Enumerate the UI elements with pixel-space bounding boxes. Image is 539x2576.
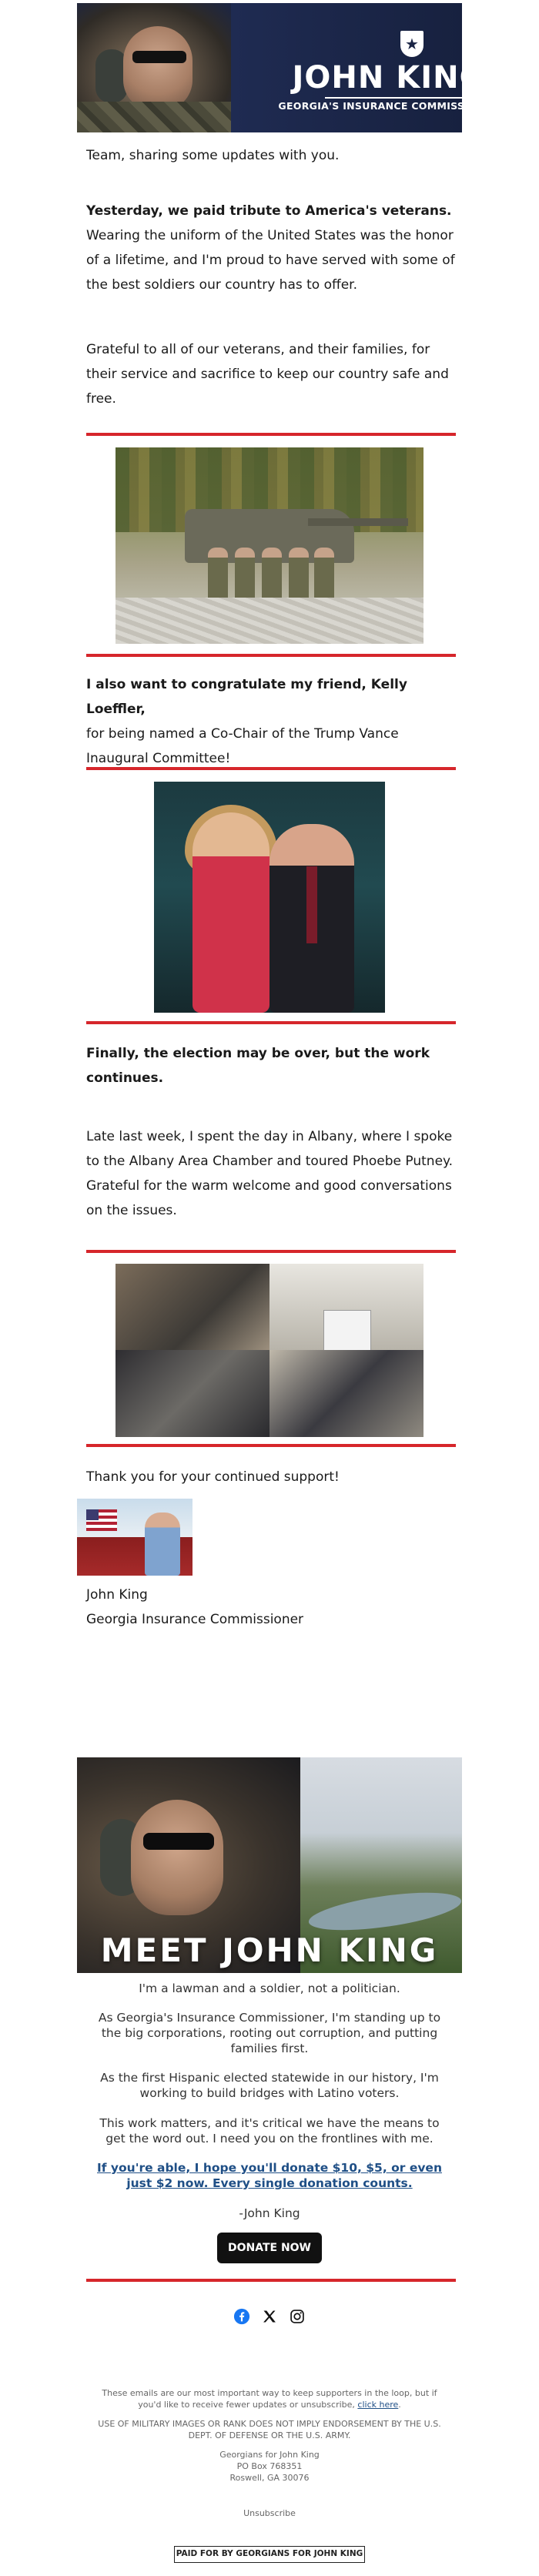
footer-note bbox=[91, 2387, 448, 2410]
mailing-address bbox=[91, 2449, 448, 2484]
tie-shape bbox=[306, 866, 317, 943]
veterans-tank-photo bbox=[116, 447, 424, 644]
banner-name: JOHN KING bbox=[292, 60, 486, 95]
meet-paragraph-2: As Georgia's Insurance Commissioner, I'm standing up to the big corporations, rooting out corruption, and putting families first. bbox=[98, 2011, 441, 2055]
camo-uniform-shape bbox=[77, 102, 231, 132]
gravel-ground-shape bbox=[116, 598, 424, 644]
footer-note-text: These emails are our most important way to keep supporters in the loop, but if you'd like to receive fewer updates or unsubscribe, bbox=[102, 2388, 437, 2410]
divider-rule bbox=[86, 433, 456, 436]
donate-appeal-link[interactable]: If you're able, I hope you'll donate $10, $5, or even just $2 now. Every single donation counts. bbox=[97, 2161, 442, 2190]
meet-paragraph-1: I'm a lawman and a soldier, not a politician. bbox=[139, 1981, 400, 1995]
meet-paragraph-4: This work matters, and it's critical we have the means to get the word out. I need you on the frontlines with me. bbox=[99, 2116, 440, 2146]
thanks-text: Thank you for your continued support! bbox=[86, 1469, 340, 1485]
veterans-section bbox=[86, 199, 456, 297]
banner-subtitle: GEORGIA'S INSURANCE COMMISSIONER bbox=[278, 100, 500, 112]
header-banner bbox=[77, 3, 500, 132]
address-org: Georgians for John King bbox=[219, 2450, 320, 2460]
signature-name: John King bbox=[86, 1587, 148, 1603]
collage-cell bbox=[270, 1350, 424, 1437]
signoff-text: -John King bbox=[239, 2206, 300, 2220]
kelly-loeffler-photo bbox=[154, 782, 385, 1013]
albany-collage-photo bbox=[116, 1264, 424, 1437]
american-flag-shape bbox=[86, 1509, 117, 1531]
veterans-heading: Yesterday, we paid tribute to America's veterans. bbox=[86, 203, 452, 219]
facebook-icon-glyph bbox=[233, 2308, 250, 2325]
address-city: Roswell, GA 30076 bbox=[229, 2473, 310, 2483]
meet-paragraph-3: As the first Hispanic elected statewide in our history, I'm working to build bridges with Latino voters. bbox=[100, 2071, 439, 2100]
divider-rule bbox=[86, 767, 456, 770]
paid-for-disclaimer: PAID FOR BY GEORGIANS FOR JOHN KING bbox=[174, 2546, 365, 2563]
kelly-section bbox=[86, 672, 456, 771]
veterans-text: Wearing the uniform of the United States was the honor of a lifetime, and I'm proud to have served with some of the best soldiers our country has to offer. bbox=[86, 228, 455, 293]
footer-note-end: . bbox=[398, 2400, 401, 2410]
star-badge-icon: ★ bbox=[400, 31, 424, 57]
signature-title: Georgia Insurance Commissioner bbox=[86, 1612, 304, 1627]
kelly-heading: I also want to congratulate my friend, Kelly Loeffler, bbox=[86, 677, 407, 717]
collage-cell bbox=[116, 1264, 270, 1350]
address-box: PO Box 768351 bbox=[236, 2461, 303, 2471]
x-icon[interactable] bbox=[260, 2307, 279, 2326]
signature-photo bbox=[77, 1499, 192, 1576]
podium-shape bbox=[323, 1310, 371, 1352]
divider-rule bbox=[86, 1250, 456, 1253]
river-shape bbox=[306, 1885, 464, 1937]
unsubscribe-link[interactable]: Unsubscribe bbox=[243, 2508, 296, 2518]
instagram-icon[interactable] bbox=[288, 2307, 306, 2326]
albany-text: Late last week, I spent the day in Albany, where I spoke to the Albany Area Chamber and toured Phoebe Putney. Grateful for the warm welcome and good conversations on the issues. bbox=[86, 1129, 454, 1218]
face-shape bbox=[131, 1800, 223, 1915]
divider-rule bbox=[86, 1444, 456, 1447]
divider-rule bbox=[86, 654, 456, 657]
greeting-text: Team, sharing some updates with you. bbox=[86, 148, 340, 163]
man-shape bbox=[145, 1512, 180, 1576]
meet-title: MEET JOHN KING bbox=[100, 1931, 439, 1969]
election-heading bbox=[86, 1041, 456, 1090]
collage-cell bbox=[116, 1350, 270, 1437]
donate-now-button[interactable]: DONATE NOW bbox=[217, 2233, 322, 2263]
facebook-icon[interactable] bbox=[233, 2307, 251, 2326]
banner-portrait bbox=[77, 3, 231, 132]
kelly-text: for being named a Co-Chair of the Trump Vance Inaugural Committee! bbox=[86, 726, 399, 766]
military-disclaimer: USE OF MILITARY IMAGES OR RANK DOES NOT IMPLY ENDORSEMENT BY THE U.S. DEPT. OF DEFENSE OR THE U.S. ARMY. bbox=[98, 2419, 441, 2440]
divider-rule bbox=[86, 2279, 456, 2282]
instagram-icon-glyph bbox=[290, 2309, 305, 2324]
signature-block bbox=[86, 1583, 456, 1632]
face-shape bbox=[123, 26, 192, 111]
banner-divider bbox=[325, 97, 514, 99]
x-icon-glyph bbox=[262, 2309, 277, 2324]
sunglasses-shape bbox=[132, 51, 186, 63]
grateful-text: Grateful to all of our veterans, and their families, for their service and sacrifice to keep our country safe and free. bbox=[86, 342, 449, 407]
divider-rule bbox=[86, 1021, 456, 1024]
manage-preferences-link[interactable]: click here bbox=[357, 2400, 399, 2410]
tank-barrel-shape bbox=[308, 518, 408, 526]
sunglasses-shape bbox=[143, 1833, 214, 1850]
election-heading-text: Finally, the election may be over, but the work continues. bbox=[86, 1046, 430, 1086]
woman-red-suit-shape bbox=[192, 812, 270, 1013]
